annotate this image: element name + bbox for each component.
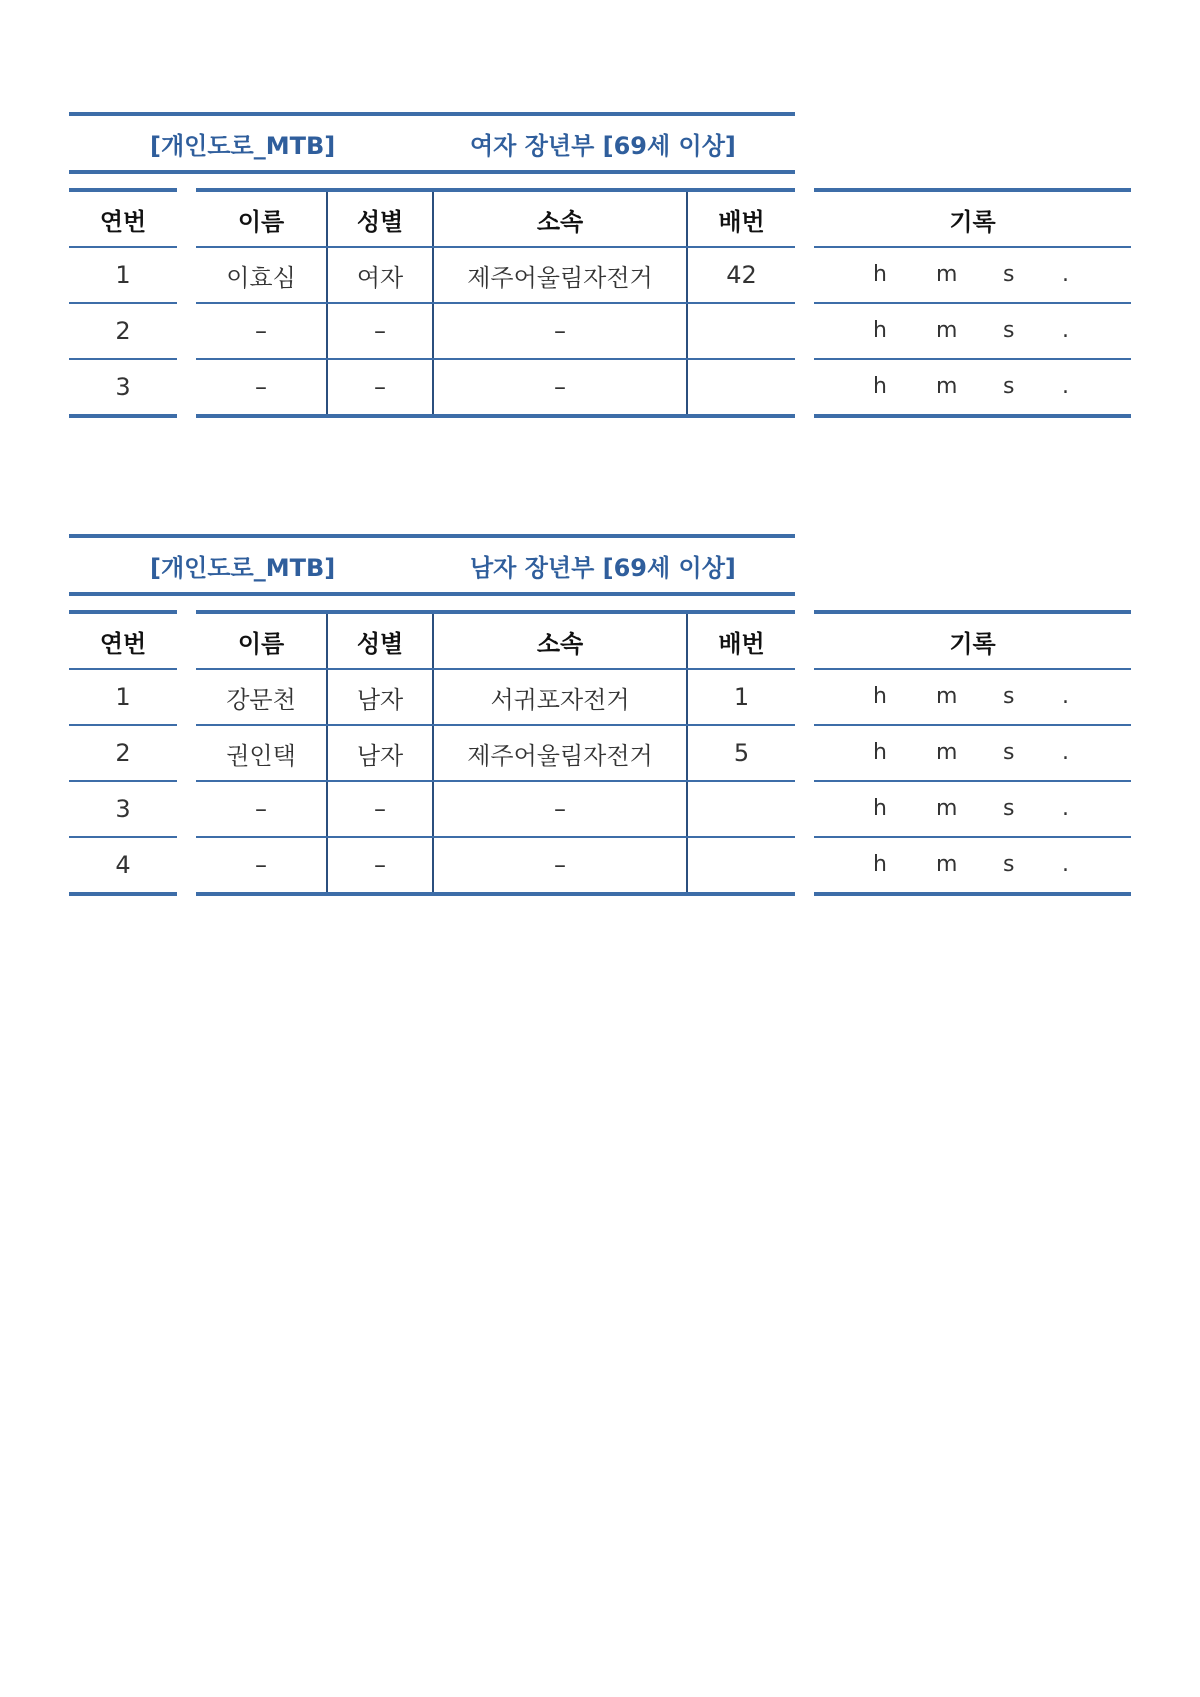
bib-cell: 1 (687, 669, 795, 725)
name-cell: 이효심 (196, 247, 327, 303)
name-cell: – (196, 781, 327, 837)
team-cell: – (433, 781, 687, 837)
table-row (196, 781, 795, 837)
gender-cell: – (327, 303, 433, 359)
second-unit: s (1003, 852, 1015, 877)
header-name: 이름 (196, 190, 327, 247)
bib-cell: 5 (687, 725, 795, 781)
seq-column (69, 188, 177, 418)
header-gender: 성별 (327, 612, 433, 669)
record-cell (814, 359, 1131, 416)
header-team: 소속 (433, 612, 687, 669)
category-label: [개인도로_MTB] (150, 554, 336, 582)
name-cell: – (196, 837, 327, 894)
hour-unit: h (873, 684, 887, 709)
record-cell (814, 247, 1131, 303)
minute-unit: m (936, 684, 958, 709)
seq-cell: 2 (69, 725, 177, 781)
name-cell: 강문천 (196, 669, 327, 725)
seq-cell: 1 (69, 247, 177, 303)
decimal-dot: . (1062, 740, 1069, 765)
hour-unit: h (873, 262, 887, 287)
decimal-dot: . (1062, 318, 1069, 343)
category-label: [개인도로_MTB] (150, 132, 336, 160)
division-label: 남자 장년부 [69세 이상] (470, 554, 736, 582)
decimal-dot: . (1062, 684, 1069, 709)
seq-cell: 4 (69, 837, 177, 894)
hour-unit: h (873, 852, 887, 877)
section-title-bar (69, 534, 795, 596)
team-cell: 제주어울림자전거 (433, 247, 687, 303)
team-cell: 제주어울림자전거 (433, 725, 687, 781)
table-row (196, 303, 795, 359)
decimal-dot: . (1062, 374, 1069, 399)
table-row (196, 725, 795, 781)
team-cell: – (433, 303, 687, 359)
bib-cell (687, 837, 795, 894)
record-cell (814, 725, 1131, 781)
record-cell (814, 837, 1131, 894)
header-name: 이름 (196, 612, 327, 669)
name-cell: – (196, 359, 327, 416)
entry-table (196, 188, 795, 418)
seq-cell: 1 (69, 669, 177, 725)
team-cell: – (433, 359, 687, 416)
record-column (814, 188, 1131, 418)
second-unit: s (1003, 374, 1015, 399)
header-record: 기록 (814, 612, 1131, 669)
bib-cell: 42 (687, 247, 795, 303)
seq-cell: 3 (69, 359, 177, 416)
decimal-dot: . (1062, 262, 1069, 287)
gender-cell: 남자 (327, 669, 433, 725)
minute-unit: m (936, 852, 958, 877)
gender-cell: – (327, 359, 433, 416)
entry-table (196, 610, 795, 896)
hour-unit: h (873, 318, 887, 343)
table-row (196, 247, 795, 303)
minute-unit: m (936, 318, 958, 343)
seq-cell: 3 (69, 781, 177, 837)
second-unit: s (1003, 318, 1015, 343)
decimal-dot: . (1062, 852, 1069, 877)
section-title-bar (69, 112, 795, 174)
seq-column (69, 610, 177, 896)
second-unit: s (1003, 796, 1015, 821)
seq-cell: 2 (69, 303, 177, 359)
name-cell: 권인택 (196, 725, 327, 781)
header-gender: 성별 (327, 190, 433, 247)
name-cell: – (196, 303, 327, 359)
minute-unit: m (936, 262, 958, 287)
header-bib: 배번 (687, 190, 795, 247)
second-unit: s (1003, 740, 1015, 765)
minute-unit: m (936, 796, 958, 821)
minute-unit: m (936, 740, 958, 765)
division-label: 여자 장년부 [69세 이상] (470, 132, 736, 160)
gender-cell: – (327, 837, 433, 894)
minute-unit: m (936, 374, 958, 399)
header-record: 기록 (814, 190, 1131, 247)
record-cell (814, 781, 1131, 837)
gender-cell: 남자 (327, 725, 433, 781)
record-cell (814, 669, 1131, 725)
header-seq: 연번 (69, 190, 177, 247)
header-bib: 배번 (687, 612, 795, 669)
hour-unit: h (873, 796, 887, 821)
hour-unit: h (873, 740, 887, 765)
gender-cell: – (327, 781, 433, 837)
decimal-dot: . (1062, 796, 1069, 821)
bib-cell (687, 359, 795, 416)
team-cell: 서귀포자전거 (433, 669, 687, 725)
hour-unit: h (873, 374, 887, 399)
bib-cell (687, 303, 795, 359)
table-row (196, 837, 795, 894)
header-team: 소속 (433, 190, 687, 247)
team-cell: – (433, 837, 687, 894)
record-column (814, 610, 1131, 896)
table-row (196, 669, 795, 725)
second-unit: s (1003, 684, 1015, 709)
header-seq: 연번 (69, 612, 177, 669)
bib-cell (687, 781, 795, 837)
second-unit: s (1003, 262, 1015, 287)
table-row (196, 359, 795, 416)
record-cell (814, 303, 1131, 359)
gender-cell: 여자 (327, 247, 433, 303)
